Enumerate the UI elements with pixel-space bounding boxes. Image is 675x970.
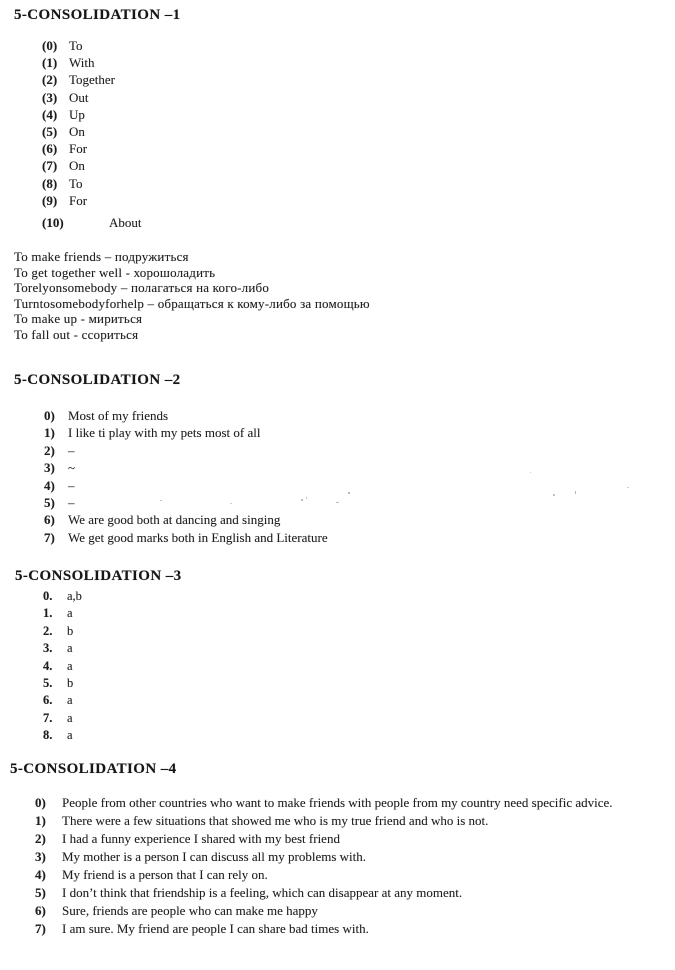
section4-heading: 5-CONSOLIDATION –4	[10, 761, 177, 777]
answer-text: b	[67, 676, 74, 691]
answer-row	[42, 192, 142, 209]
answer-number: (10)	[42, 215, 64, 231]
answer-number: 5)	[44, 495, 55, 511]
scan-noise-speck	[306, 497, 307, 499]
answer-row	[42, 37, 142, 54]
answer-row	[44, 459, 328, 476]
answer-text: Sure, friends are people who can make me happy	[62, 903, 318, 918]
answer-number: 5.	[43, 676, 53, 691]
answer-row	[42, 106, 142, 123]
scan-noise-speck	[348, 492, 350, 494]
answer-text: Up	[69, 106, 85, 122]
answer-number: 4)	[44, 477, 55, 493]
answer-number: 1)	[35, 813, 46, 828]
answer-number: (6)	[42, 141, 58, 157]
answer-row	[42, 123, 142, 140]
answer-text: We are good both at dancing and singing	[68, 512, 281, 528]
section4-answer-list	[35, 794, 654, 938]
answer-text: To	[69, 175, 83, 191]
scan-noise-speck	[575, 491, 576, 494]
scan-noise-speck	[553, 494, 555, 496]
answer-row	[42, 214, 142, 231]
answer-text: With	[69, 55, 95, 71]
answer-number: 6)	[44, 512, 55, 528]
answer-row	[44, 442, 328, 459]
answer-text: I am sure. My friend are people I can share bad times with.	[62, 921, 369, 936]
translation-line: To make up - мириться	[14, 311, 143, 326]
answer-row	[35, 902, 654, 920]
section2-answer-list	[44, 407, 328, 546]
answer-row	[35, 884, 654, 902]
answer-row	[42, 140, 142, 157]
answer-row	[44, 529, 328, 546]
answer-text: For	[69, 141, 88, 157]
answer-text: On	[69, 124, 85, 140]
answer-row	[43, 727, 82, 744]
answer-text: –	[68, 442, 75, 458]
answer-row	[44, 511, 328, 528]
answer-text: a	[67, 728, 73, 743]
answer-row	[35, 866, 654, 884]
answer-row	[43, 623, 82, 640]
answer-number: (0)	[42, 38, 58, 53]
answer-text: My friend is a person that I can rely on.	[62, 867, 268, 882]
section2-heading: 5-CONSOLIDATION –2	[14, 372, 181, 388]
answer-text: Out	[69, 89, 89, 105]
answer-row	[42, 71, 142, 88]
answer-text: Together	[69, 72, 116, 88]
scan-noise-speck	[230, 503, 232, 504]
answer-number: 4.	[43, 658, 53, 673]
answer-number: 7)	[44, 529, 55, 545]
answer-number: 0.	[43, 589, 53, 603]
answer-text: About	[109, 215, 142, 231]
answer-text: We get good marks both in English and Literature	[68, 529, 328, 545]
answer-text: a	[67, 606, 73, 621]
answer-row	[43, 675, 82, 692]
translation-line: Torelyonsomebody – полагаться на кого-либо	[14, 280, 270, 295]
translation-line: To get together well - хорошоладить	[14, 264, 216, 280]
answer-number: 3.	[43, 641, 53, 656]
phrase-translation-block	[14, 249, 370, 342]
answer-number: (9)	[42, 192, 58, 208]
answer-row	[42, 157, 142, 174]
answer-number: (3)	[42, 89, 58, 105]
answer-text: My mother is a person I can discuss all my problems with.	[62, 849, 367, 864]
answer-row	[44, 407, 328, 424]
answer-row	[42, 89, 142, 106]
answer-row	[35, 830, 654, 848]
translation-line: To make friends – подружиться	[14, 249, 189, 264]
scan-noise-speck	[301, 499, 303, 501]
answer-number: (5)	[42, 124, 58, 140]
answer-number: 6)	[35, 903, 46, 918]
scan-noise-speck	[336, 502, 339, 503]
answer-row	[44, 424, 328, 441]
answer-text: On	[69, 158, 85, 174]
answer-number: 2.	[43, 623, 53, 638]
answer-text: For	[69, 192, 88, 208]
answer-text: Most of my friends	[68, 408, 169, 423]
answer-row	[43, 710, 82, 727]
answer-row	[35, 848, 654, 866]
answer-number: 6.	[43, 693, 53, 708]
scan-noise-speck	[627, 487, 629, 488]
answer-number: 0)	[35, 795, 46, 810]
answer-row	[42, 175, 142, 192]
answer-number: (4)	[42, 106, 58, 122]
answer-row	[44, 494, 328, 511]
answer-number: 8.	[43, 728, 53, 743]
answer-number: 1.	[43, 606, 53, 621]
answer-number: 5)	[35, 885, 46, 900]
answer-row	[42, 54, 142, 71]
answer-text: b	[67, 623, 74, 638]
section1-answer-list	[42, 37, 142, 231]
answer-number: 3)	[35, 849, 46, 864]
answer-number: 7)	[35, 921, 46, 936]
answer-row	[44, 477, 328, 494]
answer-row	[35, 920, 654, 938]
scan-noise-speck	[530, 472, 531, 473]
answer-text: a	[67, 641, 73, 656]
answer-text: I don’t think that friendship is a feeling, which can disappear at any moment.	[62, 885, 463, 900]
answer-text: a,b	[67, 589, 82, 603]
answer-row	[43, 640, 82, 657]
answer-number: 2)	[35, 831, 46, 846]
answer-text: a	[67, 710, 73, 725]
answer-number: (2)	[42, 72, 58, 88]
answer-number: 3)	[44, 460, 55, 476]
answer-number: 4)	[35, 867, 46, 882]
section1-heading: 5-CONSOLIDATION –1	[14, 7, 181, 23]
answer-text: –	[68, 477, 75, 493]
answer-text: ~	[68, 460, 76, 476]
answer-text: There were a few situations that showed me who is my true friend and who is not.	[62, 813, 489, 828]
answer-text: a	[67, 693, 73, 708]
scan-noise-speck	[160, 500, 162, 501]
translation-line: Turntosomebodyforhelp – обращаться к кому-либо за помощью	[14, 295, 370, 311]
section3-answer-list	[43, 588, 82, 745]
answer-row	[35, 794, 654, 812]
answer-row	[35, 812, 654, 830]
answer-row	[43, 692, 82, 709]
answer-number: (8)	[42, 175, 58, 191]
answer-text: I had a funny experience I shared with my best friend	[62, 831, 340, 846]
answer-row	[43, 605, 82, 622]
answer-row	[43, 658, 82, 675]
answer-number: 7.	[43, 710, 53, 725]
answer-text: a	[67, 658, 73, 673]
answer-text: People from other countries who want to make friends with people from my country need specific advice.	[62, 795, 613, 810]
answer-number: (7)	[42, 158, 58, 174]
answer-text: To	[69, 38, 83, 53]
section3-heading: 5-CONSOLIDATION –3	[15, 568, 182, 584]
answer-number: 0)	[44, 408, 55, 423]
answer-number: 1)	[44, 425, 55, 441]
answer-row	[43, 588, 82, 605]
answer-text: –	[68, 495, 75, 511]
answer-text: I like ti play with my pets most of all	[68, 425, 261, 441]
answer-number: 2)	[44, 442, 55, 458]
translation-line: To fall out - ссориться	[14, 326, 139, 342]
answer-number: (1)	[42, 55, 58, 71]
